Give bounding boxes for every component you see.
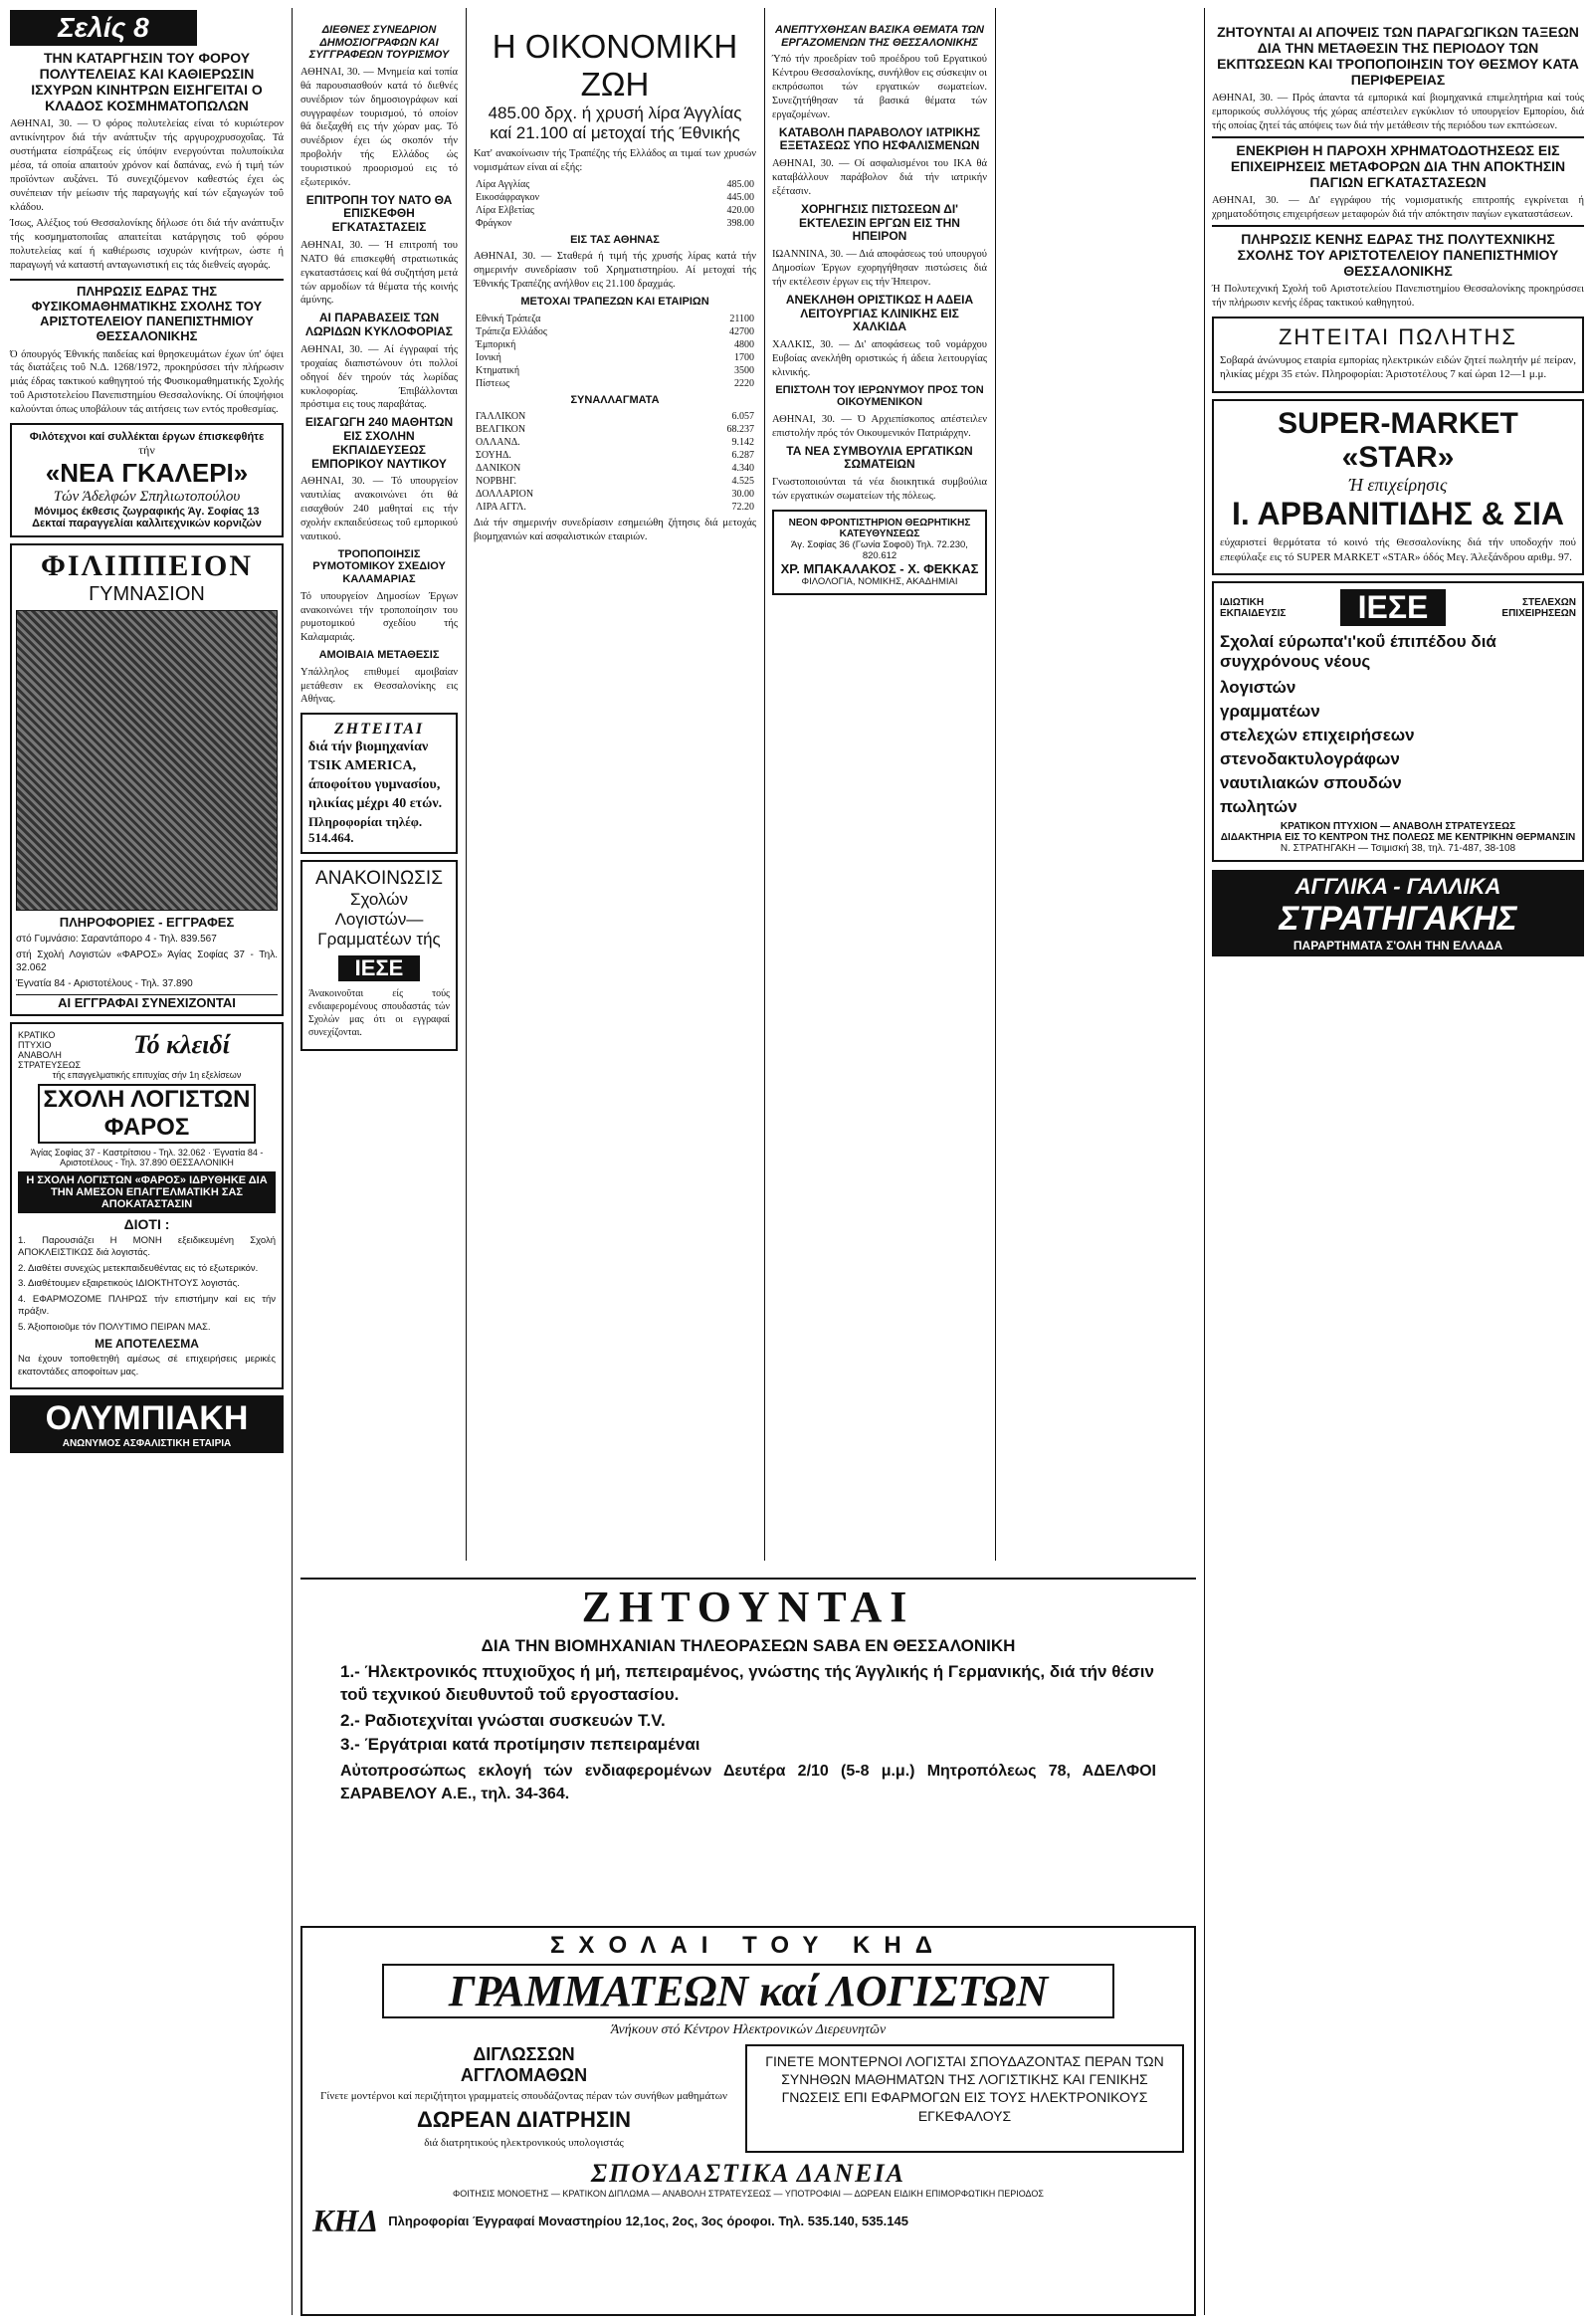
list-item: στελεχών επιχειρήσεων xyxy=(1220,726,1415,745)
iese-logo: ΙΕΣΕ xyxy=(1340,589,1447,626)
column-2 xyxy=(300,20,458,1057)
faros-school-ad: ΚΡΑΤΙΚΟ ΠΤΥΧΙΟ ΑΝΑΒΟΛΗ ΣΤΡΑΤΕΥΣΕΩΣ Τό κλειδί τής επαγγελματικής επιτυχίας σήν 1η εξελίσεων ΣΧΟΛΗ ΛΟΓΙΣΤΩΝ ΦΑΡΟΣ Άγίας Σοφίας 37 - Καστρίτσιου - Τηλ. 32.062 · Έγνατία 84 - Αριστοτέλους - Τηλ. 37.890 ΘΕΣΣΑΛΟΝΙΚΗ Η ΣΧΟΛΗ ΛΟΓΙΣΤΩΝ «ΦΑΡΟΣ» ΙΔΡΥΘΗΚΕ ΔΙΑ ΤΗΝ ΑΜΕΣΟΝ ΕΠΑΓΓΕΛΜΑΤΙΚΗ ΣΑΣ ΑΠΟΚΑΤΑΣΤΑΣΙΝ ΔΙΟΤΙ : 1. Παρουσιάζει Η ΜΟΝΗ εξειδικευμένη Σχολή ΑΠΟΚΛΕΙΣΤΙΚΩΣ διά λογιστάς. 2. Διαθέτει συνεχώς μετεκπαιδευθέντας εις τό εξωτερικόν. 3. Διαθέτουμεν εξαιρετικούς ΙΔΙΟΚΤΗΤΟΥΣ λογιστάς. 4. ΕΦΑΡΜΟΖΟΜΕ ΠΛΗΡΩΣ τήν επιστήμην καί εις τήν πράξιν. 5. Άξιοποιοῦμε τόν ΠΟΛΥΤΙΜΟ ΠΕΙΡΑΝ ΜΑΣ. ΜΕ ΑΠΟΤΕΛΕΣΜΑ Να έχουν τοποθετηθή αμέσως σέ επιχειρήσεις μερικές εκατοντάδες αποφοίτων μας. xyxy=(10,1022,284,1390)
column-3: Η ΟΙΚΟΝΟΜΙΚΗ ΖΩΗ 485.00 δρχ. ή χρυσή λίρα Άγγλίας καί 21.100 αί μετοχαί τής Έθνικής Κατ' ανακοίνωσιν τής Τραπέζης τής Ελλάδος αι τιμαί των χρυσών νομισμάτων είναι αί εξής: Λίρα Αγγλίας 485.00 Εικοσάφραγκον 445.00 Λίρα Ελβετίας 420.00 Φράγκον 398.00 ΕΙΣ ΤΑΣ ΑΘΗΝΑΣ ΑΘΗΝΑΙ, 30. — Σταθερά ή τιμή τής χρυσής λίρας κατά τήν σημερινήν συνεδρίασιν τοΰ Χρηματιστηρίου. Αί μετοχαί τής Έθνικής Τραπέζης ανήλθον εις 21.100 δραχμάς. ΜΕΤΟΧΑΙ ΤΡΑΠΕΖΩΝ ΚΑΙ ΕΤΑΙΡΙΩΝ Εθνική Τράπεζα 21100 Τράπεζα Ελλάδος 42700 Έμπορική 4800 Ιονική 1700 Κτηματική 3500 Πίστεως 2220 ΣΥΝΑΛΛΑΓΜΑΤΑ ΓΑΛΛΙΚΟΝ 6.057 ΒΕΛΓΙΚΟΝ 68.237 ΟΛΛΑΝΔ. 9.142 ΣΟΥΗΔ. 6.287 ΔΑΝΙΚΟΝ 4.340 ΝΟΡΒΗΓ. 4.525 ΔΟΛΛΑΡΙΟΝ 30.00 ΛΙΡΑ ΑΓΓΛ. 72.20 Διά τήν σημερινήν συνεδρίασιν εσημειώθη ζήτησις διά μετοχάς βιομηχανιών καί ασφαλιστικών εταιριών. xyxy=(474,28,756,543)
headline-students: ΕΙΣΑΓΩΓΗ 240 ΜΑΘΗΤΩΝ ΕΙΣ ΣΧΟΛΗΝ ΕΚΠΑΙΔΕΥΣΕΩΣ ΕΜΠΟΡΙΚΟΥ ΝΑΥΤΙΚΟΥ xyxy=(304,415,454,471)
article-text: Ή Πολυτεχνική Σχολή τοΰ Αριστοτελείου Πανεπιστημίου Θεσσαλονίκης προκηρύσσει τήν πλήρωσιν κενής έδρας τακτικού καθηγητού. xyxy=(1212,284,1584,310)
salesman-ad: ΖΗΤΕΙΤΑΙ ΠΩΛΗΤΗΣ Σοβαρά άνώνυμος εταιρία εμπορίας ηλεκτρικών ειδών ζητεί πωλητήν μέ πείραν, ηλικίας μέχρι 35 ετών. Πληροφορίαι: Άριστοτέλους 7 καί ώραι 12—1 μ.μ. xyxy=(1212,317,1584,393)
iese-logo: ΙΕΣΕ xyxy=(338,955,420,981)
gold-prices-table xyxy=(474,178,756,230)
supermarket-title: SUPER-MARKET «STAR» xyxy=(1278,406,1518,474)
column-5 xyxy=(1212,20,1584,956)
article-text: ΑΘΗΝΑΙ, 30. — Οί ασφαλισμένοι του ΙΚΑ θά καταβάλλουν παράβολον διά τήν ιατρικήν εξέτασιν. xyxy=(772,158,987,197)
article-text: Ίσως, Αλέξιος τού Θεσσαλονίκης δήλωσε ότι διά τήν ανάπτυξιν τής κοσμηματοποιΐας απαιτείται κατάργησις τοΰ φόρου πολυτελείας καί ή καθιέρωσις ισχυρών κινήτρων, ώστε ή παραγωγή νά καταστή ανταγωνιστική εις τάς διεθνείς αγοράς. xyxy=(10,218,284,271)
section-title: Η ΟΙΚΟΝΟΜΙΚΗ ΖΩΗ xyxy=(492,28,738,103)
iese-schools-ad: ΙΔΙΩΤΙΚΗ ΕΚΠΑΙΔΕΥΣΙΣ ΙΕΣΕ ΣΤΕΛΕΧΩΝ ΕΠΙΧΕΙΡΗΣΕΩΝ Σχολαί εύρωπα'ι'κοΰ έπιπέδου διά συγχρόνους νέους λογιστών γραμματέων στελεχών επιχειρήσεων στενοδακτυλογράφων ναυτιλιακών σπουδών πωλητών ΚΡΑΤΙΚΟΝ ΠΤΥΧΙΟΝ — ΑΝΑΒΟΛΗ ΣΤΡΑΤΕΥΣΕΩΣ ΔΙΔΑΚΤΗΡΙΑ ΕΙΣ ΤΟ ΚΕΝΤΡΟΝ ΤΗΣ ΠΟΛΕΩΣ ΜΕ ΚΕΝΤΡΙΚΗΝ ΘΕΡΜΑΝΣΙΝ Ν. ΣΤΡΑΤΗΓΑΚΗ — Τσιμισκή 38, τηλ. 71-487, 38-108 xyxy=(1212,581,1584,862)
article-text: Διά τήν σημερινήν συνεδρίασιν εσημειώθη ζήτησις διά μετοχάς βιομηχανιών καί ασφαλιστικών εταιριών. xyxy=(474,518,756,543)
headline-congress: ΔΙΕΘΝΕΣ ΣΥΝΕΔΡΙΟΝ ΔΗΜΟΣΙΟΓΡΑΦΩΝ ΚΑΙ ΣΥΓΓΡΑΦΕΩΝ ΤΟΥΡΙΣΜΟΥ xyxy=(308,24,450,62)
article-text: ΑΘΗΝΑΙ, 30. — Ή επιτροπή του ΝΑΤΟ θά επισκεφθή στρατιωτικάς εγκαταστάσεις καί θά συζητήση μετά τών αρμοδίων τά θέματα τής κοινής άμύνης. xyxy=(300,240,458,307)
headline-transfer: ΑΜΟΙΒΑΙΑ ΜΕΤΑΘΕΣΙΣ xyxy=(318,649,440,662)
article-text: ΙΩΑΝΝΙΝΑ, 30. — Διά αποφάσεως τού υπουργού Δημοσίων Έργων εχορηγήθησαν πιστώσεις διά τήν εκτέλεσιν έργων εις τήν Ήπειρον. xyxy=(772,249,987,288)
list-item: πωλητών xyxy=(1220,797,1297,817)
table-row: ΛΙΡΑ ΑΓΓΛ. 72.20 xyxy=(476,502,754,514)
article-text: ΑΘΗΝΑΙ, 30. — Ό Αρχιεπίσκοπος απέστειλεν επιστολήν πρός τόν Οικουμενικόν Πατριάρχην. xyxy=(772,413,987,439)
article-text: Γνωστοποιούνται τά νέα διοικητικά συμβούλια τών εργατικών σωματείων τής πόλεως. xyxy=(772,477,987,503)
headline-sales-period: ΖΗΤΟΥΝΤΑΙ ΑΙ ΑΠΟΨΕΙΣ ΤΩΝ ΠΑΡΑΓΩΓΙΚΩΝ ΤΑΞΕΩΝ ΔΙΑ ΤΗΝ ΜΕΤΑΘΕΣΙΝ ΤΗΣ ΠΕΡΙΟΔΟΥ ΤΩΝ ΕΚΠΤΩΣΕΩΝ ΚΑΙ ΤΡΟΠΟΠΟΙΗΣΙΝ ΤΟΥ ΘΕΣΜΟΥ ΚΑΤΑ ΠΕΡΙΦΕΡΕΙΑΣ xyxy=(1217,24,1579,89)
article-text: Υπάλληλος επιθυμεί αμοιβαίαν μετάθεσιν εκ Θεσσαλονίκης εις Αθήνας. xyxy=(300,666,458,706)
table-row: Πίστεως 2220 xyxy=(476,377,754,389)
article-text: ΧΑΛΚΙΣ, 30. — Δι' αποφάσεως τοΰ νομάρχου Ευβοίας ανεκλήθη οριστικώς ή άδεια λειτουργίας κλινικής. xyxy=(772,339,987,378)
table-row: ΟΛΛΑΝΔ. 9.142 xyxy=(476,437,754,449)
headline-clinic: ΑΝΕΚΛΗΘΗ ΟΡΙΣΤΙΚΩΣ Η ΑΔΕΙΑ ΛΕΙΤΟΥΡΓΙΑΣ ΚΛΙΝΙΚΗΣ ΕΙΣ ΧΑΛΚΙΔΑ xyxy=(785,292,974,334)
list-item: γραμματέων xyxy=(1220,702,1320,722)
headline-workers: ΑΝΕΠΤΥΧΘΗΣΑΝ ΒΑΣΙΚΑ ΘΕΜΑΤΑ ΤΩΝ ΕΡΓΑΖΟΜΕΝΩΝ ΤΗΣ ΘΕΣΣΑΛΟΝΙΚΗΣ xyxy=(775,24,984,49)
column-4 xyxy=(772,20,987,601)
gallery-name: «ΝΕΑ ΓΚΑΛΕΡΙ» xyxy=(45,457,249,488)
table-row: Εικοσάφραγκον 445.00 xyxy=(476,191,754,203)
page-label: Σελίς 8 xyxy=(10,10,197,46)
table-row: Φράγκον 398.00 xyxy=(476,217,754,229)
headline-university-chair: ΠΛΗΡΩΣΙΣ ΕΔΡΑΣ ΤΗΣ ΦΥΣΙΚΟΜΑΘΗΜΑΤΙΚΗΣ ΣΧΟΛΗΣ ΤΟΥ ΑΡΙΣΤΟΤΕΛΕΙΟΥ ΠΑΝΕΠΙΣΤΗΜΙΟΥ ΘΕΣΣΑΛΟΝΙΚΗΣ xyxy=(31,283,263,343)
tsik-ad: ΖΗΤΕΙΤΑΙ διά τήν βιομηχανίαν TSIK AMERICA, άποφοίτου γυμνασίου, ηλικίας μέχρι 40 ετών. Πληροφορίαι τηλέφ. 514.464. xyxy=(300,713,458,854)
strategakis-ad: ΑΓΓΛΙΚΑ - ΓΑΛΛΙΚΑ ΣΤΡΑΤΗΓΑΚΗΣ ΠΑΡΑΡΤΗΜΑΤΑ Σ'ΟΛΗ ΤΗΝ ΕΛΛΑΔΑ xyxy=(1212,870,1584,956)
table-row: ΔΑΝΙΚΟΝ 4.340 xyxy=(476,463,754,475)
khd-logo: ΚΗΔ xyxy=(312,2203,379,2239)
headline-kalamaria: ΤΡΟΠΟΠΟΙΗΣΙΣ ΡΥΜΟΤΟΜΙΚΟΥ ΣΧΕΔΙΟΥ ΚΑΛΑΜΑΡΙΑΣ xyxy=(312,547,446,585)
column-rule xyxy=(764,8,765,1561)
headline-epirus: ΧΟΡΗΓΗΣΙΣ ΠΙΣΤΩΣΕΩΝ ΔΙ' ΕΚΤΕΛΕΣΙΝ ΕΡΓΩΝ ΕΙΣ ΤΗΝ ΗΠΕΙΡΟΝ xyxy=(799,201,960,244)
article-text: Τό υπουργείον Δημοσίων Έργων ανακοινώνει τήν τροποποίησιν του ρυμοτομικού σχεδίου τής Καλαμαριάς. xyxy=(300,590,458,644)
headline-luxury-tax: ΤΗΝ ΚΑΤΑΡΓΗΣΙΝ ΤΟΥ ΦΟΡΟΥ ΠΟΛΥΤΕΛΕΙΑΣ ΚΑΙ ΚΑΘΙΕΡΩΣΙΝ ΙΣΧΥΡΩΝ ΚΙΝΗΤΡΩΝ ΕΙΣΗΓΕΙΤΑΙ Ο ΚΛΑΔΟΣ ΚΟΣΜΗΜΑΤΟΠΩΛΩΝ xyxy=(31,50,263,114)
table-row: ΝΟΡΒΗΓ. 4.525 xyxy=(476,476,754,488)
list-item: στενοδακτυλογράφων xyxy=(1220,749,1400,769)
column-rule xyxy=(1204,8,1205,2315)
khd-title: ΓΡΑΜΜΑΤΕΩΝ καί ΛΟΓΙΣΤΩΝ xyxy=(382,1964,1114,2018)
saba-jobs-ad: ΖΗΤΟΥΝΤΑΙ ΔΙΑ ΤΗΝ ΒΙΟΜΗΧΑΝΙΑΝ ΤΗΛΕΟΡΑΣΕΩΝ SABA ΕΝ ΘΕΣΣΑΛΟΝΙΚΗ 1.- Ήλεκτρονικός πτυχιοῦχος ή μή, πεπειραμένος, γνώστης τής Άγγλικής ή Γερμανικής, διά τήν θέσιν τοΰ τεχνικού διευθυντοΰ τοΰ εργοστασίου. 2.- Ραδιοτεχνίται γνώσται συσκευών T.V. 3.- Έργάτριαι κατά προτίμησιν πεπειραμέναι Αὐτοπροσώπως εκλογή τών ενδιαφερομένων Δευτέρα 2/10 (5-8 μ.μ.) Μητροπόλεως 78, ΑΔΕΛΦΟΙ ΣΑΡΑΒΕΛΟΥ Α.Ε., τηλ. 34-364. xyxy=(300,1578,1196,1811)
column-rule xyxy=(995,8,996,1561)
headline-financing: ΕΝΕΚΡΙΘΗ Η ΠΑΡΟΧΗ ΧΡΗΜΑΤΟΔΟΤΗΣΕΩΣ ΕΙΣ ΕΠΙΧΕΙΡΗΣΕΙΣ ΜΕΤΑΦΟΡΩΝ ΔΙΑ ΤΗΝ ΑΠΟΚΤΗΣΙΝ ΠΑΓΙΩΝ ΕΓΚΑΤΑΣΤΑΣΕΩΝ xyxy=(1230,141,1566,191)
supermarket-ad: SUPER-MARKET «STAR» Ή επιχείρησις Ι. ΑΡΒΑΝΙΤΙΔΗΣ & ΣΙΑ εύχαριστεί θερμότατα τό κοινό τής Θεσσαλονίκης διά τήν υποδοχήν πού επεφύλαξε εις τό SUPER MARKET «STAR» όδός Μεγ. Άλεξάνδρου αριθμ. 97. xyxy=(1212,399,1584,575)
bank-shares-table xyxy=(474,313,756,390)
courses-list xyxy=(1220,678,1576,817)
headline-traffic: ΑΙ ΠΑΡΑΒΑΣΕΙΣ ΤΩΝ ΛΩΡΙΔΩΝ ΚΥΚΛΟΦΟΡΙΑΣ xyxy=(305,311,453,339)
gym-name: ΦΙΛΙΠΠΕΙΟΝ xyxy=(40,548,254,582)
article-text: ΑΘΗΝΑΙ, 30. — Πρός άπαντα τά εμπορικά καί βιομηχανικά επιμελητήρια καί τούς εμπορικούς συλλόγους τής χώρας απέστειλεν εγκύκλιον τό υπουργείον Εμπορίου, διά τής οποίας ζητεί τάς απόψεις των διά τήν μετάθεσιν τής περιόδου των εκπτώσεων. xyxy=(1212,93,1584,132)
table-row: ΒΕΛΓΙΚΟΝ 68.237 xyxy=(476,424,754,436)
article-text: Ύπό τήν προεδρίαν τοΰ προέδρου τοΰ Εργατικού Κέντρου Θεσσαλονίκης, συνήλθον εις σύσκεψιν οι εκπρόσωποι τών εργατικών σωματείων. Συνεζητήθησαν τά βασικά θέματα τών εργαζομένων. xyxy=(772,54,987,120)
table-row: ΔΟΛΛΑΡΙΟΝ 30.00 xyxy=(476,489,754,501)
strategakis-name: ΣΤΡΑΤΗΓΑΚΗΣ xyxy=(1279,900,1517,939)
article-text: ΑΘΗΝΑΙ, 30. — Ό φόρος πολυτελείας είναι τό κυριώτερον αντικίνητρον διά τήν ανάπτυξιν τής αργυροχρυσοχοΐας. Τά συστήματα είσπράξεως είς ύπόψιν ενεργούνται πολυποίκιλα μέσα, τά οποία απαιτούν χρόνον καί δαπάνας, ενώ ή τιμή τών προϊόντων αυξάνει. Τό συνεχιζόμενον καθεστώς έχει ώς συνέπειαν τήν μείωσιν τής παραγωγής καί τών εξαγωγών τοΰ κλάδου. xyxy=(10,118,284,213)
list-item: λογιστών xyxy=(1220,678,1296,698)
article-text: Ό όπουργός Έθνικής παιδείας καί θρησκευμάτων έχων ύπ' όψει τάς διατάξεις τοΰ Ν.Δ. 1268/1972, προκηρύσσει τήν πλήρωσιν μιάς έδρας τακτικού καθηγητού τής Φυσικομαθηματικής Σχολής τοΰ Αριστοτελείου Πανεπιστημίου Θεσσαλονίκης. Οί ύποψήφιοι καλούνται όπως υποβάλουν τάς αιτήσεις των εντός προθεσμίας. xyxy=(10,348,284,416)
headline-unions: ΤΑ ΝΕΑ ΣΥΜΒΟΥΛΙΑ ΕΡΓΑΤΙΚΩΝ ΣΩΜΑΤΕΙΩΝ xyxy=(786,443,973,472)
article-text: ΑΘΗΝΑΙ, 30. — Μνημεία καί τοπία θά παρουσιασθούν κατά τό διεθνές συνέδριον τών δημοσιογράφων καί συγγραφέων τουρισμού, τό οποίον θά διεξαχθή εις τήν χώραν μας. Τό συνέδριον έχει ώς σκοπόν τήν προβολήν τής Ελλάδος ώς τουριστικού προορισμού εις τό εξωτερικόν. xyxy=(300,66,458,188)
headline-nato: ΕΠΙΤΡΟΠΗ ΤΟΥ ΝΑΤΟ ΘΑ ΕΠΙΣΚΕΦΘΗ ΕΓΚΑΤΑΣΤΑΣΕΙΣ xyxy=(305,192,453,235)
column-1 xyxy=(10,10,284,1453)
iese-announcement: ΑΝΑΚΟΙΝΩΣΙΣ Σχολών Λογιστών— Γραμματέων τής ΙΕΣΕ Άνακοινοῦται είς τούς ενδιαφερομένους σπουδαστάς τών Σχολών μας ότι οι εγγραφαί συνεχίζονται. xyxy=(300,860,458,1051)
saba-title: ΖΗΤΟΥΝΤΑΙ xyxy=(581,1583,915,1631)
column-rule xyxy=(292,8,293,2315)
article-text: ΑΘΗΝΑΙ, 30. — Σταθερά ή τιμή τής χρυσής λίρας κατά τήν σημερινήν συνεδρίασιν τοΰ Χρηματιστηρίου. Αί μετοχαί τής Έθνικής Τραπέζης ανήλθον εις 21.100 δραχμάς. xyxy=(474,251,756,291)
table-row: Τράπεζα Ελλάδος 42700 xyxy=(476,325,754,337)
reasons-list: 1. Παρουσιάζει Η ΜΟΝΗ εξειδικευμένη Σχολή ΑΠΟΚΛΕΙΣΤΙΚΩΣ διά λογιστάς. 2. Διαθέτει συνεχώς μετεκπαιδευθέντας εις τό εξωτερικόν. 3. Διαθέτουμεν εξαιρετικούς ΙΔΙΟΚΤΗΤΟΥΣ λογιστάς. 4. ΕΦΑΡΜΟΖΟΜΕ ΠΛΗΡΩΣ τήν επιστήμην καί εις τήν πράξιν. 5. Άξιοποιοῦμε τόν ΠΟΛΥΤΙΜΟ ΠΕΙΡΑΝ ΜΑΣ. xyxy=(18,1234,276,1333)
fx-table xyxy=(474,410,756,514)
article-text: Κατ' ανακοίνωσιν τής Τραπέζης τής Ελλάδος αι τιμαί των χρυσών νομισμάτων είναι αί εξής: xyxy=(474,148,756,173)
gallery-ad: Φιλότεχνοι καί συλλέκται έργων έπισκεφθήτε τήν «ΝΕΑ ΓΚΑΛΕΡΙ» Τών Άδελφών Σπηλιωτοπούλου Μόνιμος έκθεσις ζωγραφικής Άγ. Σοφίας 13 Δεκταί παραγγελίαι καλλιτεχνικών κορνιζών xyxy=(10,423,284,537)
table-row: Κτηματική 3500 xyxy=(476,364,754,376)
table-row: Λίρα Αγγλίας 485.00 xyxy=(476,178,754,190)
article-text: ΑΘΗΝΑΙ, 30. — Τό υπουργείον ναυτιλίας ανακοινώνει ότι θά εισαχθούν 240 μαθηταί εις τήν σχολήν εκπαιδεύσεως τοΰ εμπορικού ναυτικού. xyxy=(300,476,458,542)
headline-medical-fee: ΚΑΤΑΒΟΛΗ ΠΑΡΑΒΟΛΟΥ ΙΑΤΡΙΚΗΣ ΕΞΕΤΑΣΕΩΣ ΥΠΟ ΗΣΦΑΛΙΣΜΕΝΩΝ xyxy=(778,124,981,153)
table-row: Εθνική Τράπεζα 21100 xyxy=(476,313,754,324)
school-building-photo xyxy=(16,610,278,911)
list-item: ναυτιλιακών σπουδών xyxy=(1220,773,1402,793)
table-row: ΓΑΛΛΙΚΟΝ 6.057 xyxy=(476,411,754,423)
article-text: ΑΘΗΝΑΙ, 30. — Δι' εγγράφου τής νομισματικής επιτροπής εγκρίνεται ή χρηματοδότησις επιχειρήσεων μεταφορών διά τήν απόκτησιν παγίων εγκαταστάσεων. xyxy=(1212,195,1584,221)
khd-schools-ad: ΣΧΟΛΑΙ ΤΟΥ ΚΗΔ ΓΡΑΜΜΑΤΕΩΝ καί ΛΟΓΙΣΤΩΝ Άνήκουν στό Κέντρον Ηλεκτρονικών Διερευνητῶν ΔΙΓΛΩΣΣΩΝ ΑΓΓΛΟΜΑΘΩΝ Γίνετε μοντέρνοι καί περιζήτητοι γραμματείς σπουδάζοντας πέραν τών συνήθων μαθημάτων ΔΩΡΕΑΝ ΔΙΑΤΡΗΣΙΝ διά διατρητικούς ηλεκτρονικούς υπολογιστάς ΓΙΝΕΤΕ ΜΟΝΤΕΡΝΟΙ ΛΟΓΙΣΤΑΙ ΣΠΟΥΔΑΖΟΝΤΑΣ ΠΕΡΑΝ ΤΩΝ ΣΥΝΗΘΩΝ ΜΑΘΗΜΑΤΩΝ ΤΗΣ ΛΟΓΙΣΤΙΚΗΣ ΚΑΙ ΓΕΝΙΚΗΣ ΓΝΩΣΕΙΣ ΕΠΙ ΕΦΑΡΜΟΓΩΝ ΕΙΣ ΤΟΥΣ ΗΛΕΚΤΡΟΝΙΚΟΥΣ ΕΓΚΕΦΑΛΟΥΣ ΣΠΟΥΔΑΣΤΙΚΑ ΔΑΝΕΙΑ ΦΟΙΤΗΣΙΣ ΜΟΝΟΕΤΗΣ — ΚΡΑΤΙΚΟΝ ΔΙΠΛΩΜΑ — ΑΝΑΒΟΛΗ ΣΤΡΑΤΕΥΣΕΩΣ — ΥΠΟΤΡΟΦΙΑΙ — ΔΩΡΕΑΝ ΕΙΔΙΚΗ ΕΠΙΜΟΡΦΩΤΙΚΗ ΠΕΡΙΟΔΟΣ ΚΗΔ Πληροφορίαι Έγγραφαί Μοναστηρίου 12,1ος, 2ος, 3ος όροφοι. Τηλ. 535.140, 535.145 xyxy=(300,1926,1196,2316)
table-row: Ιονική 1700 xyxy=(476,351,754,363)
column-rule xyxy=(466,8,467,1561)
article-text: ΑΘΗΝΑΙ, 30. — Αί έγγραφαί τής τροχαίας διαπιστώνουν ότι πολλοί οδηγοί δέν τηρούν τάς λωρίδας κυκλοφορίας. Έπιβάλλονται πρόστιμα εις τους παραβάτας. xyxy=(300,343,458,411)
tutoring-ad: ΝΕΟΝ ΦΡΟΝΤΙΣΤΗΡΙΟΝ ΘΕΩΡΗΤΙΚΗΣ ΚΑΤΕΥΘΥΝΣΕΩΣ Άγ. Σοφίας 36 (Γωνία Σοφοῦ) Τηλ. 72.230, 820.612 ΧΡ. ΜΠΑΚΑΛΑΚΟΣ - Χ. ΦΕΚΚΑΣ ΦΙΛΟΛΟΓΙΑ, ΝΟΜΙΚΗΣ, ΑΚΑΔΗΜΙΑΙ xyxy=(772,510,987,595)
faros-school-name: ΣΧΟΛΗ ΛΟΓΙΣΤΩΝ ΦΑΡΟΣ xyxy=(38,1084,256,1144)
gymnasium-ad: ΦΙΛΙΠΠΕΙΟΝ ΓΥΜΝΑΣΙΟΝ ΠΛΗΡΟΦΟΡΙΕΣ - ΕΓΓΡΑΦΕΣ στό Γυμνάσιο: Σαραντάπορο 4 - Τηλ. 839.567 στή Σχολή Λογιστών «ΦΑΡΟΣ» Άγίας Σοφίας 37 - Τηλ. 32.062 Έγνατία 84 - Αριστοτέλους - Τηλ. 37.890 ΑΙ ΕΓΓΡΑΦΑΙ ΣΥΝΕΧΙΖΟΝΤΑΙ xyxy=(10,543,284,1016)
olympiaki-ad: ΟΛΥΜΠΙΑΚΗ ΑΝΩΝΥΜΟΣ ΑΣΦΑΛΙΣΤΙΚΗ ΕΤΑΙΡΙΑ xyxy=(10,1395,284,1453)
table-row: ΣΟΥΗΔ. 6.287 xyxy=(476,450,754,462)
supermarket-owner: Ι. ΑΡΒΑΝΙΤΙΔΗΣ & ΣΙΑ xyxy=(1232,495,1564,531)
headline-polytechnic: ΠΛΗΡΩΣΙΣ ΚΕΝΗΣ ΕΔΡΑΣ ΤΗΣ ΠΟΛΥΤΕΧΝΙΚΗΣ ΣΧΟΛΗΣ ΤΟΥ ΑΡΙΣΤΟΤΕΛΕΙΟΥ ΠΑΝΕΠΙΣΤΗΜΙΟΥ ΘΕΣΣΑΛΟΝΙΚΗΣ xyxy=(1237,230,1559,280)
table-row: Λίρα Ελβετίας 420.00 xyxy=(476,204,754,216)
table-row: Έμπορική 4800 xyxy=(476,338,754,350)
headline-letter: ΕΠΙΣΤΟΛΗ ΤΟΥ ΙΕΡΩΝΥΜΟΥ ΠΡΟΣ ΤΟΝ ΟΙΚΟΥΜΕΝΙΚΟΝ xyxy=(775,383,984,409)
